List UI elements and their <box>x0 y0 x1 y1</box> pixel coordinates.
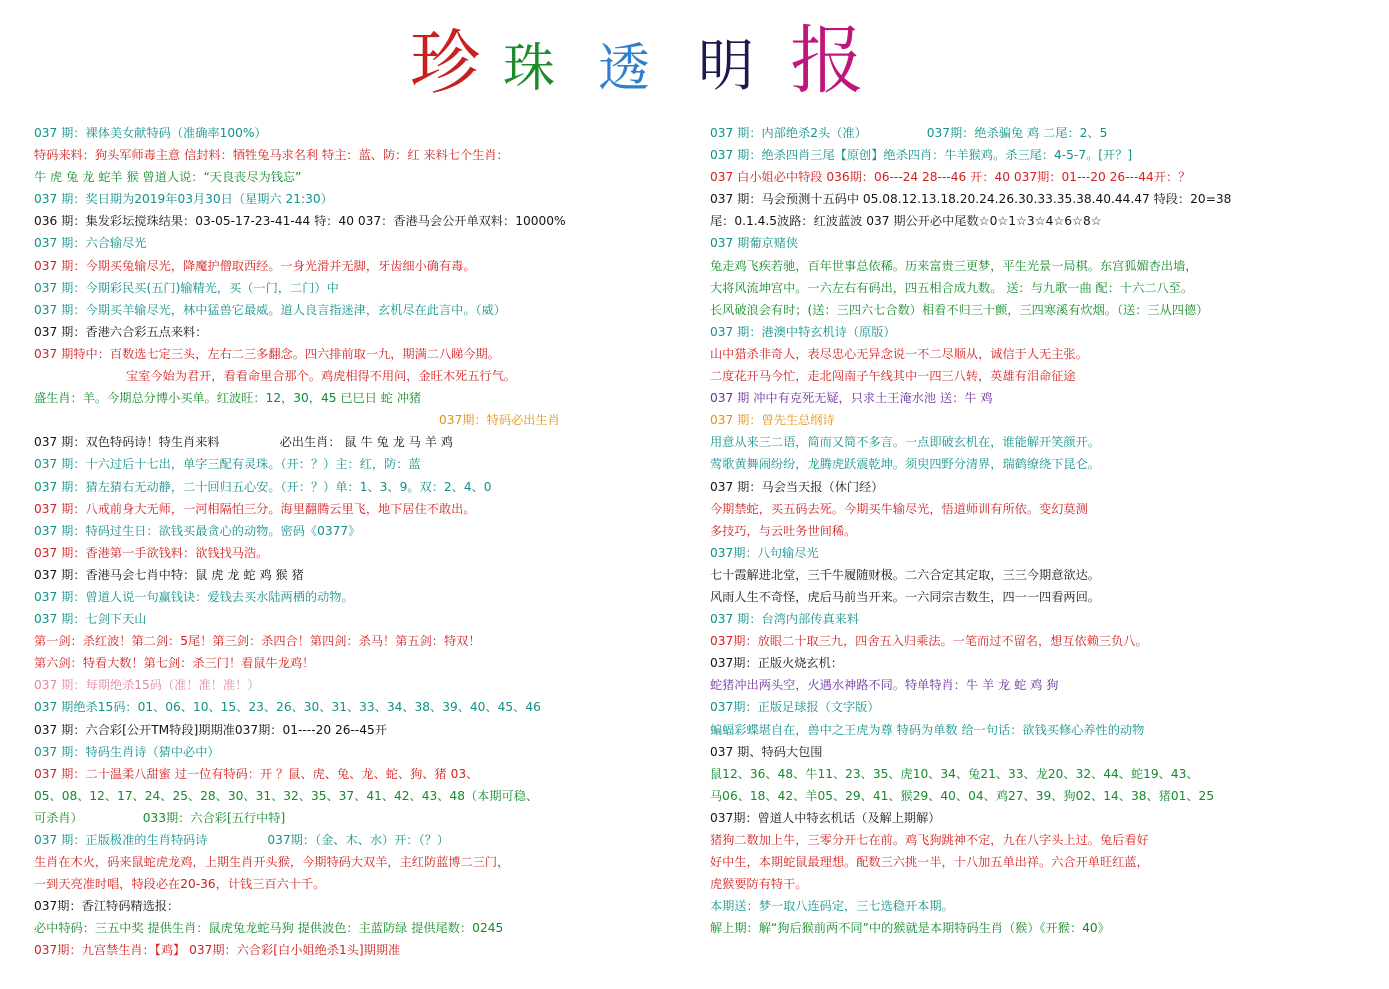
right-line-text: 用意从来三二语，简而又简不多言。一点即破玄机在，谁能解开笑颜开。 <box>710 435 1100 450</box>
right-line <box>710 873 1380 895</box>
right-line-text: 二度花开马今忙，走北闯南子午线其中一四三八转，英雄有泪命征途 <box>710 369 1076 384</box>
left-line-text: 036 期：集发彩坛搅珠结果：03-05-17-23-41-44 特：40 037：香港马会公开单双料：10000% <box>34 214 566 229</box>
left-line <box>34 255 694 277</box>
right-line-text: 虎猴要防有特干。 <box>710 877 808 892</box>
right-line-text: 解上期：解“狗后猴前两不同”中的猴就是本期特码生肖（猴）《开猴：40》 <box>710 921 1110 936</box>
left-line <box>34 210 694 232</box>
left-line <box>34 166 694 188</box>
left-line <box>34 476 694 498</box>
left-line-text: 037 期：奖日期为2019年03月30日（星期六 21:30） <box>34 192 333 207</box>
right-line <box>710 630 1380 652</box>
left-line-text: 037 期：正版极准的生肖特码诗 <box>34 833 208 847</box>
left-line-text: 037期：九宫禁生肖：【鸡】 037期：六合彩[白小姐绝杀1头]期期准 <box>34 943 401 958</box>
right-line-text: 长风破浪会有时；(送：三四六七合数）相看不归三十颤，三四寒溪有炊烟。（送：三从四德） <box>710 302 1209 317</box>
right-line-text: 蝙蝠彩蝶堪自在，兽中之王虎为尊 特码为单数 给一句话：欲钱买修心养性的动物 <box>710 722 1145 737</box>
right-line <box>710 343 1380 365</box>
right-line <box>710 696 1380 718</box>
left-line <box>34 807 694 829</box>
right-line-text: 七十霞解进北堂，三千牛履随财极。二六合定其定取，三三今期意欲达。 <box>710 567 1100 582</box>
left-line <box>34 498 694 520</box>
left-line-text: 037 期：曾道人说一句赢钱诀：爱钱去买水陆两栖的动物。 <box>34 589 354 604</box>
right-line <box>710 785 1380 807</box>
left-line <box>34 917 694 939</box>
right-line <box>710 520 1380 542</box>
right-line <box>710 807 1380 829</box>
right-line-text: 037期：八句输尽光 <box>710 545 819 560</box>
right-line-text: 037 期 冲中有克死无疑，只求土王淹水池 送：牛 鸡 <box>710 391 993 406</box>
left-line-text: 牛 虎 兔 龙 蛇羊 猴 曾道人说：“天良丧尽为钱忘” <box>34 170 302 185</box>
left-line-text: 037 期：香港六合彩五点来料： <box>34 324 208 339</box>
left-column <box>34 122 694 962</box>
left-line <box>34 343 694 365</box>
left-line <box>34 299 694 321</box>
left-line <box>34 895 694 917</box>
left-line-text: 037 期：特码过生日：欲钱买最贪心的动物。密码《0377》 <box>34 523 361 538</box>
left-line <box>34 409 694 431</box>
left-line <box>34 674 694 696</box>
title-char-4: 明 <box>698 34 754 99</box>
left-line <box>34 939 694 961</box>
right-line-text: 风雨人生不奇怪，虎后马前当开来。一六同宗吉数生，四一一四看两回。 <box>710 589 1100 604</box>
left-line-text: 一到天亮准时唱，特段必在20-36，计钱三百六十千。 <box>34 877 326 892</box>
left-line-text: 第六剑：特看大数！第七剑：杀三门！看鼠牛龙鸡！ <box>34 656 315 671</box>
right-line <box>710 453 1380 475</box>
left-line-text: 037期：香江特码精选报： <box>34 899 180 914</box>
left-line-text: 037 期：今期彩民买(五门)输精光，买（一门，二门）中 <box>34 280 339 295</box>
left-line <box>34 586 694 608</box>
right-line-text: 莺歌黄舞闹纷纷，龙腾虎跃震乾坤。须臾四野分清界，瑞鹤缭绕下昆仑。 <box>710 457 1100 472</box>
right-line <box>710 741 1380 763</box>
title-char-5: 报 <box>790 18 864 104</box>
left-line-text: 037 期：香港马会七肖中特：鼠 虎 龙 蛇 鸡 猴 猪 <box>34 567 304 582</box>
right-line <box>710 476 1380 498</box>
right-line <box>710 608 1380 630</box>
right-line <box>710 232 1380 254</box>
left-line-text: 033期：六合彩[五行中特] <box>142 810 286 825</box>
right-line <box>710 144 1380 166</box>
right-line-text: 037 期：马会预测十五码中 05.08.12.13.18.20.24.26.30.33.35.38.40.44.47 特段：20=38 <box>710 192 1232 207</box>
left-line <box>34 630 694 652</box>
left-line <box>34 144 694 166</box>
page-title <box>0 18 1389 108</box>
left-line-text: 037 期：二十温柔八甜蜜 过一位有特码：开 ？鼠、虎、兔、龙、蛇、狗、猪 03、 <box>34 766 479 781</box>
right-line-text: 037期：放眼二十取三九，四舍五入归乘法。一笔而过不留名，想互依赖三负八。 <box>710 634 1148 649</box>
right-line-text: 037 期、特码大包围 <box>710 744 823 759</box>
right-line-text: 037 白小姐必中特段 036期：06---24 28---46 开：40 037期：01---20 26---44开：？ <box>710 170 1191 185</box>
right-line <box>710 166 1380 188</box>
right-line <box>710 188 1380 210</box>
left-line-text: 05、08、12、17、24、25、28、30、31、32、35、37、41、42、43、48（本期可稳、 <box>34 788 539 803</box>
right-line <box>710 917 1380 939</box>
right-line <box>710 564 1380 586</box>
right-column <box>710 122 1380 939</box>
right-line-text: 037 期：内部绝杀2头（准） <box>710 126 867 140</box>
right-line-text: 鼠12、36、48、牛11、23、35、虎10、34、兔21、33、龙20、32、44、蛇19、43、 <box>710 766 1199 781</box>
left-line-text: 037期：特码必出生肖 <box>439 413 560 428</box>
left-line-text: 037 期：八戒前身大无师，一河相隔怕三分。海里翻腾云里飞，地下居住不敢出。 <box>34 501 476 516</box>
right-line-text: 本期送：梦一取八连码定，三七选稳开本期。 <box>710 899 954 914</box>
right-line-text: 尾：0.1.4.5波路：红波蓝波 037 期公开必中尾数☆0☆1☆3☆4☆6☆8☆ <box>710 214 1102 229</box>
left-line <box>34 321 694 343</box>
left-line <box>34 851 694 873</box>
left-line <box>34 232 694 254</box>
left-line <box>34 188 694 210</box>
right-line-text: 马06、18、42、羊05、29、41、猴29、40、04、鸡27、39、狗02、14、38、猪01、25 <box>710 788 1215 803</box>
left-line-text: 037 期特中：百数选七定三头，左右二三多翻念。四六排前取一九，期满二八睇今期。 <box>34 346 500 361</box>
right-line <box>710 299 1380 321</box>
left-line-text: 037 期：双色特码诗！特生肖来料 <box>34 435 220 450</box>
left-line <box>34 520 694 542</box>
left-line-text: 可杀肖） <box>34 810 83 825</box>
left-line <box>34 829 694 851</box>
right-line <box>710 586 1380 608</box>
right-line <box>710 498 1380 520</box>
right-line <box>710 431 1380 453</box>
right-line <box>710 763 1380 785</box>
left-line <box>34 873 694 895</box>
title-char-3: 透 <box>598 39 651 99</box>
left-line <box>34 542 694 564</box>
left-line-text: 037 期：特码生肖诗（猜中必中） <box>34 744 220 759</box>
left-line <box>34 122 694 144</box>
left-line-text: 盛生肖：羊。今期总分博小买单。红波旺：12，30，45 已巳日 蛇 冲猪 <box>34 391 422 406</box>
right-line-text: 多技巧，与云吐务世间稀。 <box>710 523 857 538</box>
left-line-text: 037 期：六合输尽光 <box>34 236 147 251</box>
left-line <box>34 785 694 807</box>
left-line <box>34 696 694 718</box>
left-line-text: 宝室今始为君开，看看命里合那个。鸡虎相得不用问，金旺木死五行气。 <box>126 369 516 384</box>
right-line-text: 037期：曾道人中特玄机话（及解上期解） <box>710 810 941 825</box>
left-line-text: 037 期：十六过后十七出，单字三配有灵珠。（开：？）主：红，防：蓝 <box>34 457 421 472</box>
left-line <box>34 652 694 674</box>
right-line-text: 大将风流坤宫中。一六左右有码出，四五相合成九数。 送：与九歌一曲 配：十六二八至。 <box>710 280 1194 295</box>
left-line <box>34 564 694 586</box>
right-line <box>710 321 1380 343</box>
left-line <box>34 453 694 475</box>
right-line-text: 037 期：港澳中特玄机诗（原版） <box>710 324 896 339</box>
left-line <box>34 719 694 741</box>
left-line <box>34 608 694 630</box>
left-line-text: 第一剑：杀红波！第二剑：5尾！第三剑：杀四合！第四剑：杀马！第五剑：特双！ <box>34 634 481 649</box>
left-line-text: 特码来料：狗头军师毒主意 信封料：牺牲兔马求名利 特主：蓝、防：红 来料七个生肖： <box>34 148 509 163</box>
right-line-text: 兔走鸡飞疾若驰，百年世事总依稀。历来富贵三更梦，平生光景一局棋。东宫狐媚杏出墙， <box>710 258 1198 273</box>
right-line-text: 好中生，本期蛇鼠最理想。配数三六挑一半，十八加五单出祥。六合开单旺红蓝， <box>710 855 1149 870</box>
left-line-text: 037 期：七剑下天山 <box>34 612 147 627</box>
right-line-text: 037 期：绝杀四肖三尾【原创】绝杀四肖：牛羊猴鸡。杀三尾：4-5-7。[开？] <box>710 148 1133 163</box>
left-line-text: 037 期：每期绝杀15码（准！准！准！） <box>34 678 260 693</box>
left-line <box>34 277 694 299</box>
left-line <box>34 741 694 763</box>
right-line <box>710 851 1380 873</box>
right-line-text: 山中猎杀非奇人，表尽忠心无异念说一不二尽顺从，诚信于人无主张。 <box>710 346 1088 361</box>
right-line-text: 037 期：马会当天报（休门经） <box>710 479 884 494</box>
left-line-text: 037 期：今期买羊输尽光，林中猛兽它最威。道人良言指迷津，玄机尽在此言中。（威） <box>34 302 506 317</box>
right-line-text: 蛇猪冲出两头空，火遇水神路不同。特单特肖：牛 羊 龙 蛇 鸡 狗 <box>710 678 1059 693</box>
right-line <box>710 387 1380 409</box>
left-line-text: 必出生肖： 鼠 牛 兔 龙 马 羊 鸡 <box>279 435 453 450</box>
right-line <box>710 895 1380 917</box>
right-line <box>710 122 1380 144</box>
right-line-text: 037期：正版足球报（文字版） <box>710 700 880 715</box>
left-line-text: 037 期：香港第一手欲钱料：欲钱找马浩。 <box>34 545 269 560</box>
left-line-text: 037期：（金、木、水）开：（？） <box>267 833 450 847</box>
right-line <box>710 719 1380 741</box>
right-line <box>710 255 1380 277</box>
left-line-text: 生肖在木火，码来鼠蛇虎龙鸡，上期生肖开头猴，今期特码大双羊，主红防蓝博二三门， <box>34 855 510 870</box>
title-char-1: 珍 <box>410 22 480 104</box>
right-line-text: 037期：正版火烧玄机： <box>710 656 843 671</box>
left-line <box>34 431 694 453</box>
left-line <box>34 763 694 785</box>
right-line-text: 037 期：台湾内部传真来料 <box>710 612 860 627</box>
left-line-text: 037 期绝杀15码：01、06、10、15、23、26、30、31、33、34、38、39、40、45、46 <box>34 700 541 715</box>
right-line <box>710 277 1380 299</box>
right-line <box>710 210 1380 232</box>
title-char-2: 珠 <box>503 39 556 99</box>
right-line <box>710 365 1380 387</box>
left-line <box>34 365 694 387</box>
right-line <box>710 409 1380 431</box>
right-line-text: 猪狗二数加上牛，三零分开七在前。鸡飞狗跳神不定，九在八字头上过。兔后看好 <box>710 833 1149 847</box>
left-line-text: 037 期：猜左猜右无动静，二十回归五心安。（开：？）单：1、3、9。双：2、4、0 <box>34 479 492 494</box>
right-line-text: 037 期：曾先生总纲诗 <box>710 413 835 428</box>
left-line <box>34 387 694 409</box>
left-line-text: 必中特码：三五中奖 提供生肖：鼠虎兔龙蛇马狗 提供波色：主蓝防绿 提供尾数：0245 <box>34 921 504 936</box>
right-line-text: 今期禁蛇，买五码去死。今期买牛输尽光，悟道师训有所依。变幻莫测 <box>710 501 1088 516</box>
left-line-text: 037 期：今期买兔输尽光，降魔护僧取西经。一身光滑并无脚，牙齿细小确有毒。 <box>34 258 476 273</box>
right-line-text: 037 期葡京赌侠 <box>710 236 799 251</box>
right-line <box>710 542 1380 564</box>
right-line-text: 037期：绝杀骗兔 鸡 二尾：2、5 <box>926 126 1108 140</box>
left-line-text: 037 期：裸体美女献特码（准确率100%） <box>34 126 267 140</box>
right-line <box>710 652 1380 674</box>
right-line <box>710 829 1380 851</box>
right-line <box>710 674 1380 696</box>
left-line-text: 037 期：六合彩[公开TM特段]期期准037期：01----20 26--45开 <box>34 722 387 737</box>
